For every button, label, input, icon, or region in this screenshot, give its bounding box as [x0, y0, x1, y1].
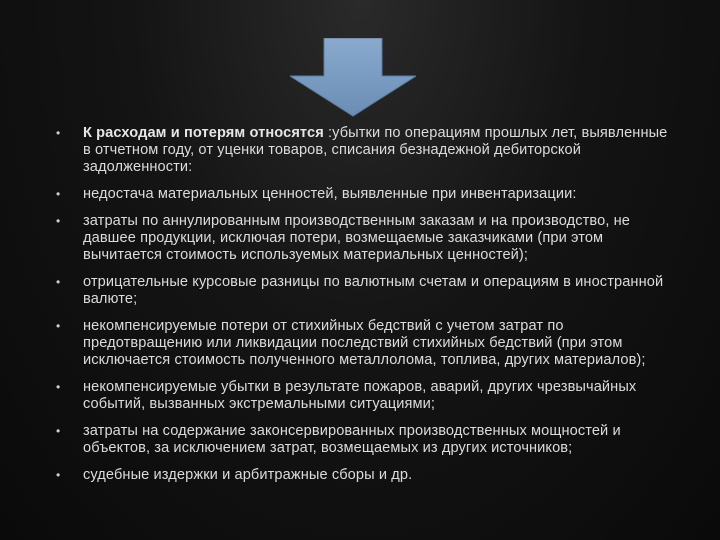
list-item — [50, 423, 670, 457]
bullet-text: :убытки по операциям прошлых лет, выявленные в отчетном году, от уценки товаров, списания безнадежной дебиторской задолженности: — [83, 125, 668, 175]
bullet-dot: • — [56, 468, 61, 482]
bullet-text: судебные издержки и арбитражные сборы и др. — [83, 467, 413, 483]
bullet-text: некомпенсируемые убытки в результате пожаров, аварий, других чрезвычайных событий, вызванных экстремальными ситуациями; — [83, 379, 637, 412]
bullet-text: некомпенсируемые потери от стихийных бедствий с учетом затрат по предотвращению или ликвидации последствий стихийных бедствий (при этом исключается стоимость полученного металлолома, топлива, других материалов); — [83, 318, 646, 368]
bullet-text: недостача материальных ценностей, выявленные при инвентаризации: — [83, 186, 577, 202]
list-item — [50, 318, 670, 369]
bullet-dot: • — [56, 187, 61, 201]
bullet-text: отрицательные курсовые разницы по валютным счетам и операциям в иностранной валюте; — [83, 274, 664, 307]
bullet-text: затраты по аннулированным производственным заказам и на производство, не давшее продукции, исключая потери, возмещаемые заказчиками (при этом вычитается стоимость используемых материальных ценностей); — [83, 213, 631, 263]
bullet-dot: • — [56, 319, 61, 333]
list-item — [50, 274, 670, 308]
list-item — [50, 213, 670, 264]
bullet-dot: • — [56, 424, 61, 438]
bullet-dot: • — [56, 214, 61, 228]
list-item — [50, 467, 670, 484]
list-item — [50, 186, 670, 203]
list-item — [50, 379, 670, 413]
bullet-dot: • — [56, 126, 61, 140]
bullet-lead: К расходам и потерям относятся — [83, 125, 324, 141]
list-item — [50, 125, 670, 176]
slide-content — [50, 125, 670, 494]
bullet-text: затраты на содержание законсервированных производственных мощностей и объектов, за исключением затрат, возмещаемых из других источников; — [83, 423, 621, 456]
bullet-list — [50, 125, 670, 484]
down-arrow-icon — [290, 38, 416, 118]
bullet-dot: • — [56, 275, 61, 289]
bullet-dot: • — [56, 380, 61, 394]
